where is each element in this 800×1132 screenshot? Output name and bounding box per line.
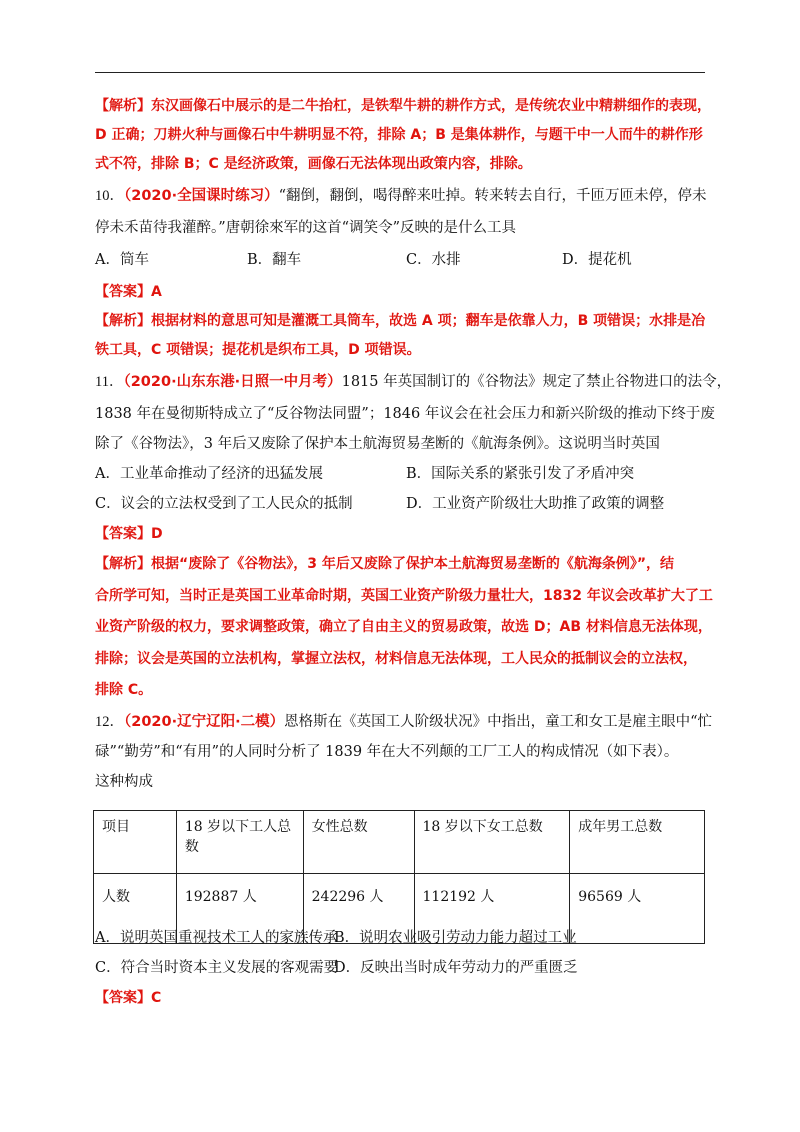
- question-12-answer: 【答案】C: [95, 990, 162, 1006]
- question-11-analysis-line-5: 排除 C。: [95, 682, 153, 698]
- table-header-cell: 女性总数: [303, 811, 414, 874]
- question-11-number: 11．: [95, 374, 124, 390]
- question-11-analysis-line-2: 合所学可知，当时正是英国工业革命时期，英国工业资产阶级力量壮大，1832 年议会改革扩大了工: [95, 588, 713, 604]
- table-header-cell: 成年男工总数: [570, 811, 705, 874]
- question-12-number: 12．: [95, 714, 124, 730]
- question-11-line-1: [95, 372, 731, 392]
- table-cell: 人数: [94, 874, 177, 944]
- question-11-option-c: C．议会的立法权受到了工人民众的抵制: [95, 496, 353, 512]
- question-12-stem-1: 恩格斯在《英国工人阶级状况》中指出，童工和女工是雇主眼中“忙: [284, 714, 713, 730]
- table-header-row: [94, 811, 705, 874]
- table-cell: 112192 人: [414, 874, 570, 944]
- question-11-analysis-line-4: 排除；议会是英国的立法机构，掌握立法权，材料信息无法体现，工人民众的抵制议会的立法权，: [95, 651, 697, 667]
- question-11-stem-1: 1815 年英国制订的《谷物法》规定了禁止谷物进口的法令，: [341, 374, 732, 390]
- analysis-9-line-3: 式不符，排除 B；C 是经济政策，画像石无法体现出政策内容，排除。: [95, 156, 532, 172]
- analysis-9-line-1: 【解析】东汉画像石中展示的是二牛抬杠，是铁犁牛耕的耕作方式，是传统农业中精耕细作的表现，: [95, 98, 711, 114]
- question-10-analysis-line-1: 【解析】根据材料的意思可知是灌溉工具筒车，故选 A 项；翻车是依靠人力，B 项错误；水排是冶: [95, 313, 706, 329]
- table-header-cell: 18 岁以下工人总数: [176, 811, 303, 874]
- question-12-option-c: C．符合当时资本主义发展的客观需要: [95, 960, 339, 976]
- question-12-option-b: B．说明农业吸引劳动力能力超过工业: [334, 930, 577, 946]
- question-12-line-3: 这种构成: [95, 774, 153, 790]
- table-cell: 242296 人: [303, 874, 414, 944]
- table-cell: 192887 人: [176, 874, 303, 944]
- question-10-option-d: D．提花机: [562, 252, 632, 268]
- question-10-option-a: A．筒车: [95, 252, 149, 268]
- question-10-answer: 【答案】A: [95, 284, 162, 300]
- question-11-line-2: 1838 年在曼彻斯特成立了“反谷物法同盟”；1846 年议会在社会压力和新兴阶级的推动下终于废: [95, 406, 715, 422]
- question-12-line-1: [95, 712, 712, 732]
- question-10-analysis-line-2: 铁工具，C 项错误；提花机是织布工具，D 项错误。: [95, 342, 421, 358]
- question-10-option-c: C．水排: [406, 252, 461, 268]
- question-12-source: （2020·辽宁辽阳·二模）: [124, 714, 285, 730]
- question-11-analysis-line-3: 业资产阶级的权力，要求调整政策，确立了自由主义的贸易政策，故选 D；AB 材料信息无法体现，: [95, 619, 712, 635]
- question-12-option-a: A．说明英国重视技术工人的家族传承: [95, 930, 338, 946]
- question-10-line-2: 停未禾苗待我灌醉。”唐朝徐來军的这首“调笑令”反映的是什么工具: [95, 220, 516, 236]
- question-10-stem-1: “翻倒，翻倒，喝得醉来吐掉。转来转去自行，千匝万匝未停，停未: [278, 188, 707, 204]
- question-10-source: （2020·全国课时练习）: [124, 188, 279, 204]
- question-10-line-1: [95, 186, 707, 206]
- table-header-cell: 18 岁以下女工总数: [414, 811, 570, 874]
- workforce-table: [93, 810, 705, 944]
- table-header-cell: 项目: [94, 811, 177, 874]
- question-11-option-b: B．国际关系的紧张引发了矛盾冲突: [406, 466, 635, 482]
- question-11-option-d: D．工业资产阶级壮大助推了政策的调整: [406, 496, 665, 512]
- question-10-number: 10．: [95, 188, 124, 204]
- analysis-9-line-2: D 正确；刀耕火种与画像石中牛耕明显不符，排除 A；B 是集体耕作，与题干中一人而牛的耕作形: [95, 127, 703, 143]
- question-11-option-a: A．工业革命推动了经济的迅猛发展: [95, 466, 323, 482]
- question-11-answer: 【答案】D: [95, 526, 163, 542]
- question-11-line-3: 除了《谷物法》，3 年后又废除了保护本土航海贸易垄断的《航海条例》。这说明当时英国: [95, 436, 660, 452]
- question-12-option-d: D．反映出当时成年劳动力的严重匮乏: [334, 960, 578, 976]
- table-cell: 96569 人: [570, 874, 705, 944]
- question-11-analysis-line-1: 【解析】根据“废除了《谷物法》，3 年后又废除了保护本土航海贸易垄断的《航海条例》”，结: [95, 556, 675, 572]
- question-10-option-b: B．翻车: [247, 252, 302, 268]
- header-rule: [95, 72, 705, 73]
- question-11-source: （2020·山东东港·日照一中月考）: [123, 374, 342, 390]
- question-12-line-2: 碌”“勤劳”和“有用”的人同时分析了 1839 年在大不列颠的工厂工人的构成情况（如下表）。: [95, 744, 679, 760]
